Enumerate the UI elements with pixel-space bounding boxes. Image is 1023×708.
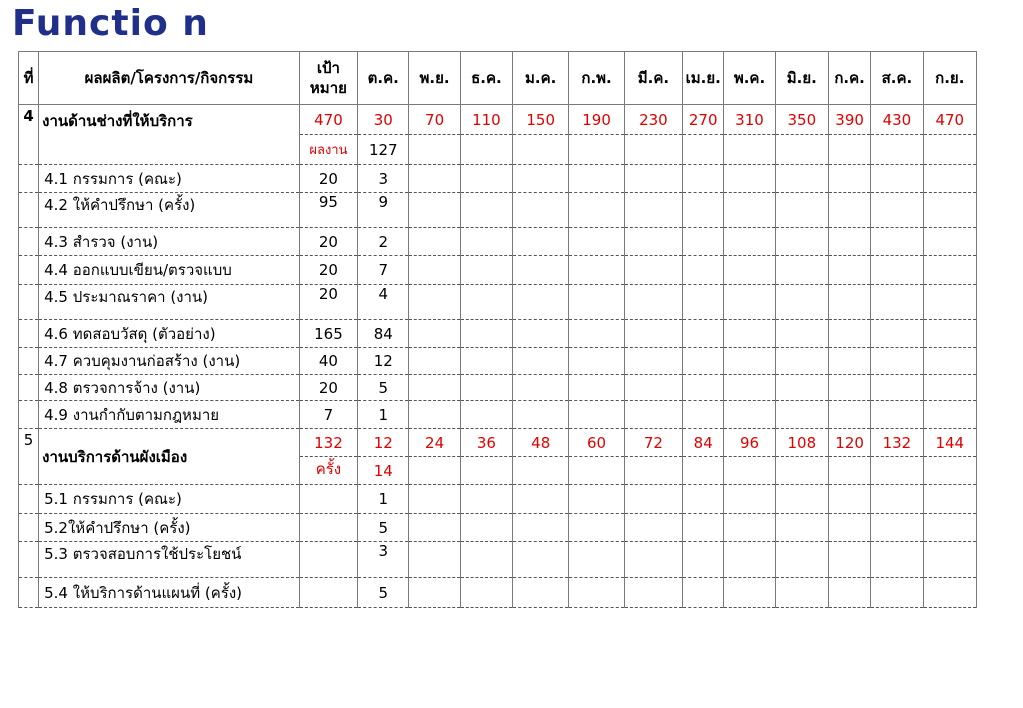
header-row <box>19 52 977 105</box>
item-name: 5.2ให้คำปรึกษา (ครั้ง) <box>39 514 300 542</box>
item-name: 4.3 สำรวจ (งาน) <box>39 228 300 256</box>
item-name: 4.9 งานกำกับตามกฎหมาย <box>39 401 300 429</box>
plan-cell: 310 <box>724 105 775 135</box>
item-result: 12 <box>358 348 409 375</box>
item-target: 20 <box>299 375 357 401</box>
plan-cell: 470 <box>923 105 976 135</box>
item-result: 4 <box>358 285 409 320</box>
table-row <box>19 401 977 429</box>
col-header-month: มิ.ย. <box>775 52 828 105</box>
item-target: 20 <box>299 165 357 193</box>
item-result: 5 <box>358 375 409 401</box>
work-plan-table <box>18 51 977 608</box>
col-header-month: มี.ค. <box>624 52 682 105</box>
item-target <box>299 514 357 542</box>
section-plan-row <box>19 105 977 135</box>
item-target: 20 <box>299 228 357 256</box>
item-result: 1 <box>358 401 409 429</box>
col-header-month: เม.ย. <box>683 52 724 105</box>
plan-cell: 230 <box>624 105 682 135</box>
item-target: 20 <box>299 285 357 320</box>
item-result: 3 <box>358 165 409 193</box>
item-name: 5.4 ให้บริการด้านแผนที่ (ครั้ง) <box>39 578 300 608</box>
table-row <box>19 165 977 193</box>
plan-cell: 60 <box>569 429 624 457</box>
target-note: ผลงาน <box>299 135 357 165</box>
plan-cell: 110 <box>460 105 512 135</box>
col-header-output: ผลผลิต/โครงการ/กิจกรรม <box>39 52 300 105</box>
table-row <box>19 348 977 375</box>
section-number: 4 <box>19 105 39 165</box>
table-row <box>19 228 977 256</box>
item-result: 2 <box>358 228 409 256</box>
section-target: 132 <box>299 429 357 457</box>
plan-cell: 12 <box>358 429 409 457</box>
plan-cell: 132 <box>871 429 923 457</box>
plan-cell: 72 <box>624 429 682 457</box>
plan-cell: 430 <box>871 105 923 135</box>
table-row <box>19 320 977 348</box>
item-result: 84 <box>358 320 409 348</box>
item-target: 95 <box>299 193 357 228</box>
col-header-month: ก.พ. <box>569 52 624 105</box>
item-name: 5.1 กรรมการ (คณะ) <box>39 485 300 514</box>
section-plan-row <box>19 429 977 457</box>
item-result: 7 <box>358 256 409 285</box>
item-result: 9 <box>358 193 409 228</box>
table-row <box>19 193 977 228</box>
section-title: งานด้านช่างที่ให้บริการ <box>39 105 300 165</box>
item-name: 5.3 ตรวจสอบการใช้ประโยชน์ <box>39 542 300 578</box>
table-row <box>19 375 977 401</box>
target-note: ครั้ง <box>299 457 357 485</box>
item-target: 40 <box>299 348 357 375</box>
plan-cell: 350 <box>775 105 828 135</box>
item-name: 4.5 ประมาณราคา (งาน) <box>39 285 300 320</box>
plan-cell: 144 <box>923 429 976 457</box>
table-row <box>19 578 977 608</box>
plan-cell: 30 <box>358 105 409 135</box>
plan-cell: 108 <box>775 429 828 457</box>
col-header-month: พ.ย. <box>409 52 460 105</box>
col-header-month: ส.ค. <box>871 52 923 105</box>
plan-cell: 24 <box>409 429 460 457</box>
col-header-month: ธ.ค. <box>460 52 512 105</box>
plan-cell: 36 <box>460 429 512 457</box>
col-header-month: ก.ย. <box>923 52 976 105</box>
item-name: 4.8 ตรวจการจ้าง (งาน) <box>39 375 300 401</box>
section-number: 5 <box>19 429 39 485</box>
result-cell: 127 <box>358 135 409 165</box>
table-row <box>19 285 977 320</box>
item-result: 5 <box>358 578 409 608</box>
col-header-target: เป้าหมาย <box>299 52 357 105</box>
section-title: งานบริการด้านผังเมือง <box>39 429 300 485</box>
col-header-no: ที่ <box>19 52 39 105</box>
plan-cell: 190 <box>569 105 624 135</box>
section-target: 470 <box>299 105 357 135</box>
col-header-month: ก.ค. <box>828 52 870 105</box>
table-row <box>19 514 977 542</box>
table-row <box>19 485 977 514</box>
item-name: 4.6 ทดสอบวัสดุ (ตัวอย่าง) <box>39 320 300 348</box>
item-target: 20 <box>299 256 357 285</box>
table-row <box>19 256 977 285</box>
item-name: 4.1 กรรมการ (คณะ) <box>39 165 300 193</box>
plan-cell: 150 <box>513 105 569 135</box>
plan-cell: 84 <box>683 429 724 457</box>
item-target: 7 <box>299 401 357 429</box>
item-target: 165 <box>299 320 357 348</box>
plan-cell: 120 <box>828 429 870 457</box>
plan-cell: 270 <box>683 105 724 135</box>
plan-cell: 70 <box>409 105 460 135</box>
item-target <box>299 542 357 578</box>
page-title: Functio n <box>12 3 209 44</box>
col-header-month: พ.ค. <box>724 52 775 105</box>
item-result: 5 <box>358 514 409 542</box>
item-name: 4.2 ให้คำปรึกษา (ครั้ง) <box>39 193 300 228</box>
item-target <box>299 578 357 608</box>
item-target <box>299 485 357 514</box>
table-row <box>19 542 977 578</box>
item-result: 1 <box>358 485 409 514</box>
col-header-month: ม.ค. <box>513 52 569 105</box>
item-name: 4.7 ควบคุมงานก่อสร้าง (งาน) <box>39 348 300 375</box>
plan-cell: 390 <box>828 105 870 135</box>
col-header-month: ต.ค. <box>358 52 409 105</box>
item-result: 3 <box>358 542 409 578</box>
item-name: 4.4 ออกแบบเขียน/ตรวจแบบ <box>39 256 300 285</box>
result-cell: 14 <box>358 457 409 485</box>
plan-cell: 96 <box>724 429 775 457</box>
plan-cell: 48 <box>513 429 569 457</box>
